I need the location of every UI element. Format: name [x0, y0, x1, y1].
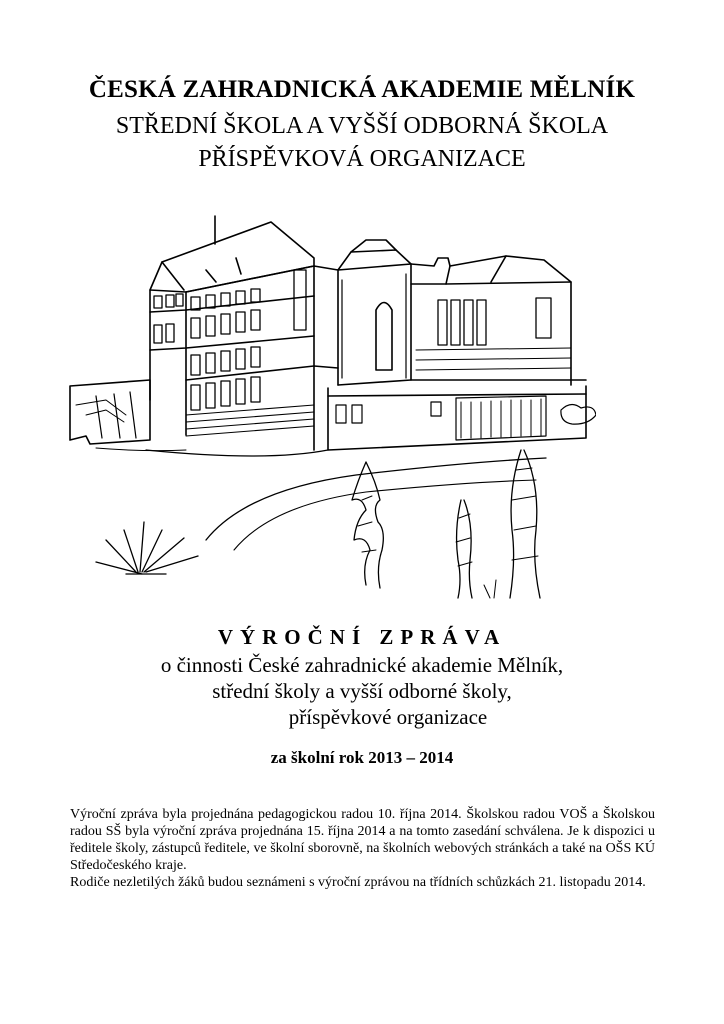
- parents-notice-paragraph: Rodiče nezletilých žáků budou seznámeni s výroční zprávou na třídních schůzkách 21. listopadu 2014.: [70, 875, 646, 890]
- school-year: za školní rok 2013 – 2014: [270, 748, 454, 767]
- school-building-drawing-icon: [66, 200, 596, 600]
- report-title: VÝROČNÍ ZPRÁVA: [217, 625, 507, 649]
- organization-type-heading: PŘÍSPĚVKOVÁ ORGANIZACE: [198, 146, 526, 172]
- report-subtitle-line3: příspěvkové organizace: [288, 705, 488, 729]
- school-type-heading: STŘEDNÍ ŠKOLA A VYŠŠÍ ODBORNÁ ŠKOLA: [115, 113, 609, 139]
- approval-paragraph: Výroční zpráva byla projednána pedagogickou radou 10. října 2014. Školskou radou VOŠ a Školskou radou SŠ byla výroční zpráva projednána 15. října 2014 a na tomto zasedání schválena. Je k dispozici u ředitele školy, zástupců ředitele, ve školní sborovně, na školních webových stránkách a také na OŠS KÚ Středočeského kraje.: [70, 807, 655, 873]
- school-name-heading: ČESKÁ ZAHRADNICKÁ AKADEMIE MĚLNÍK: [88, 76, 636, 103]
- report-subtitle-line2: střední školy a vyšší odborné školy,: [212, 679, 512, 703]
- report-subtitle-line1: o činnosti České zahradnické akademie Mělník,: [160, 653, 564, 677]
- approval-note: [70, 806, 655, 891]
